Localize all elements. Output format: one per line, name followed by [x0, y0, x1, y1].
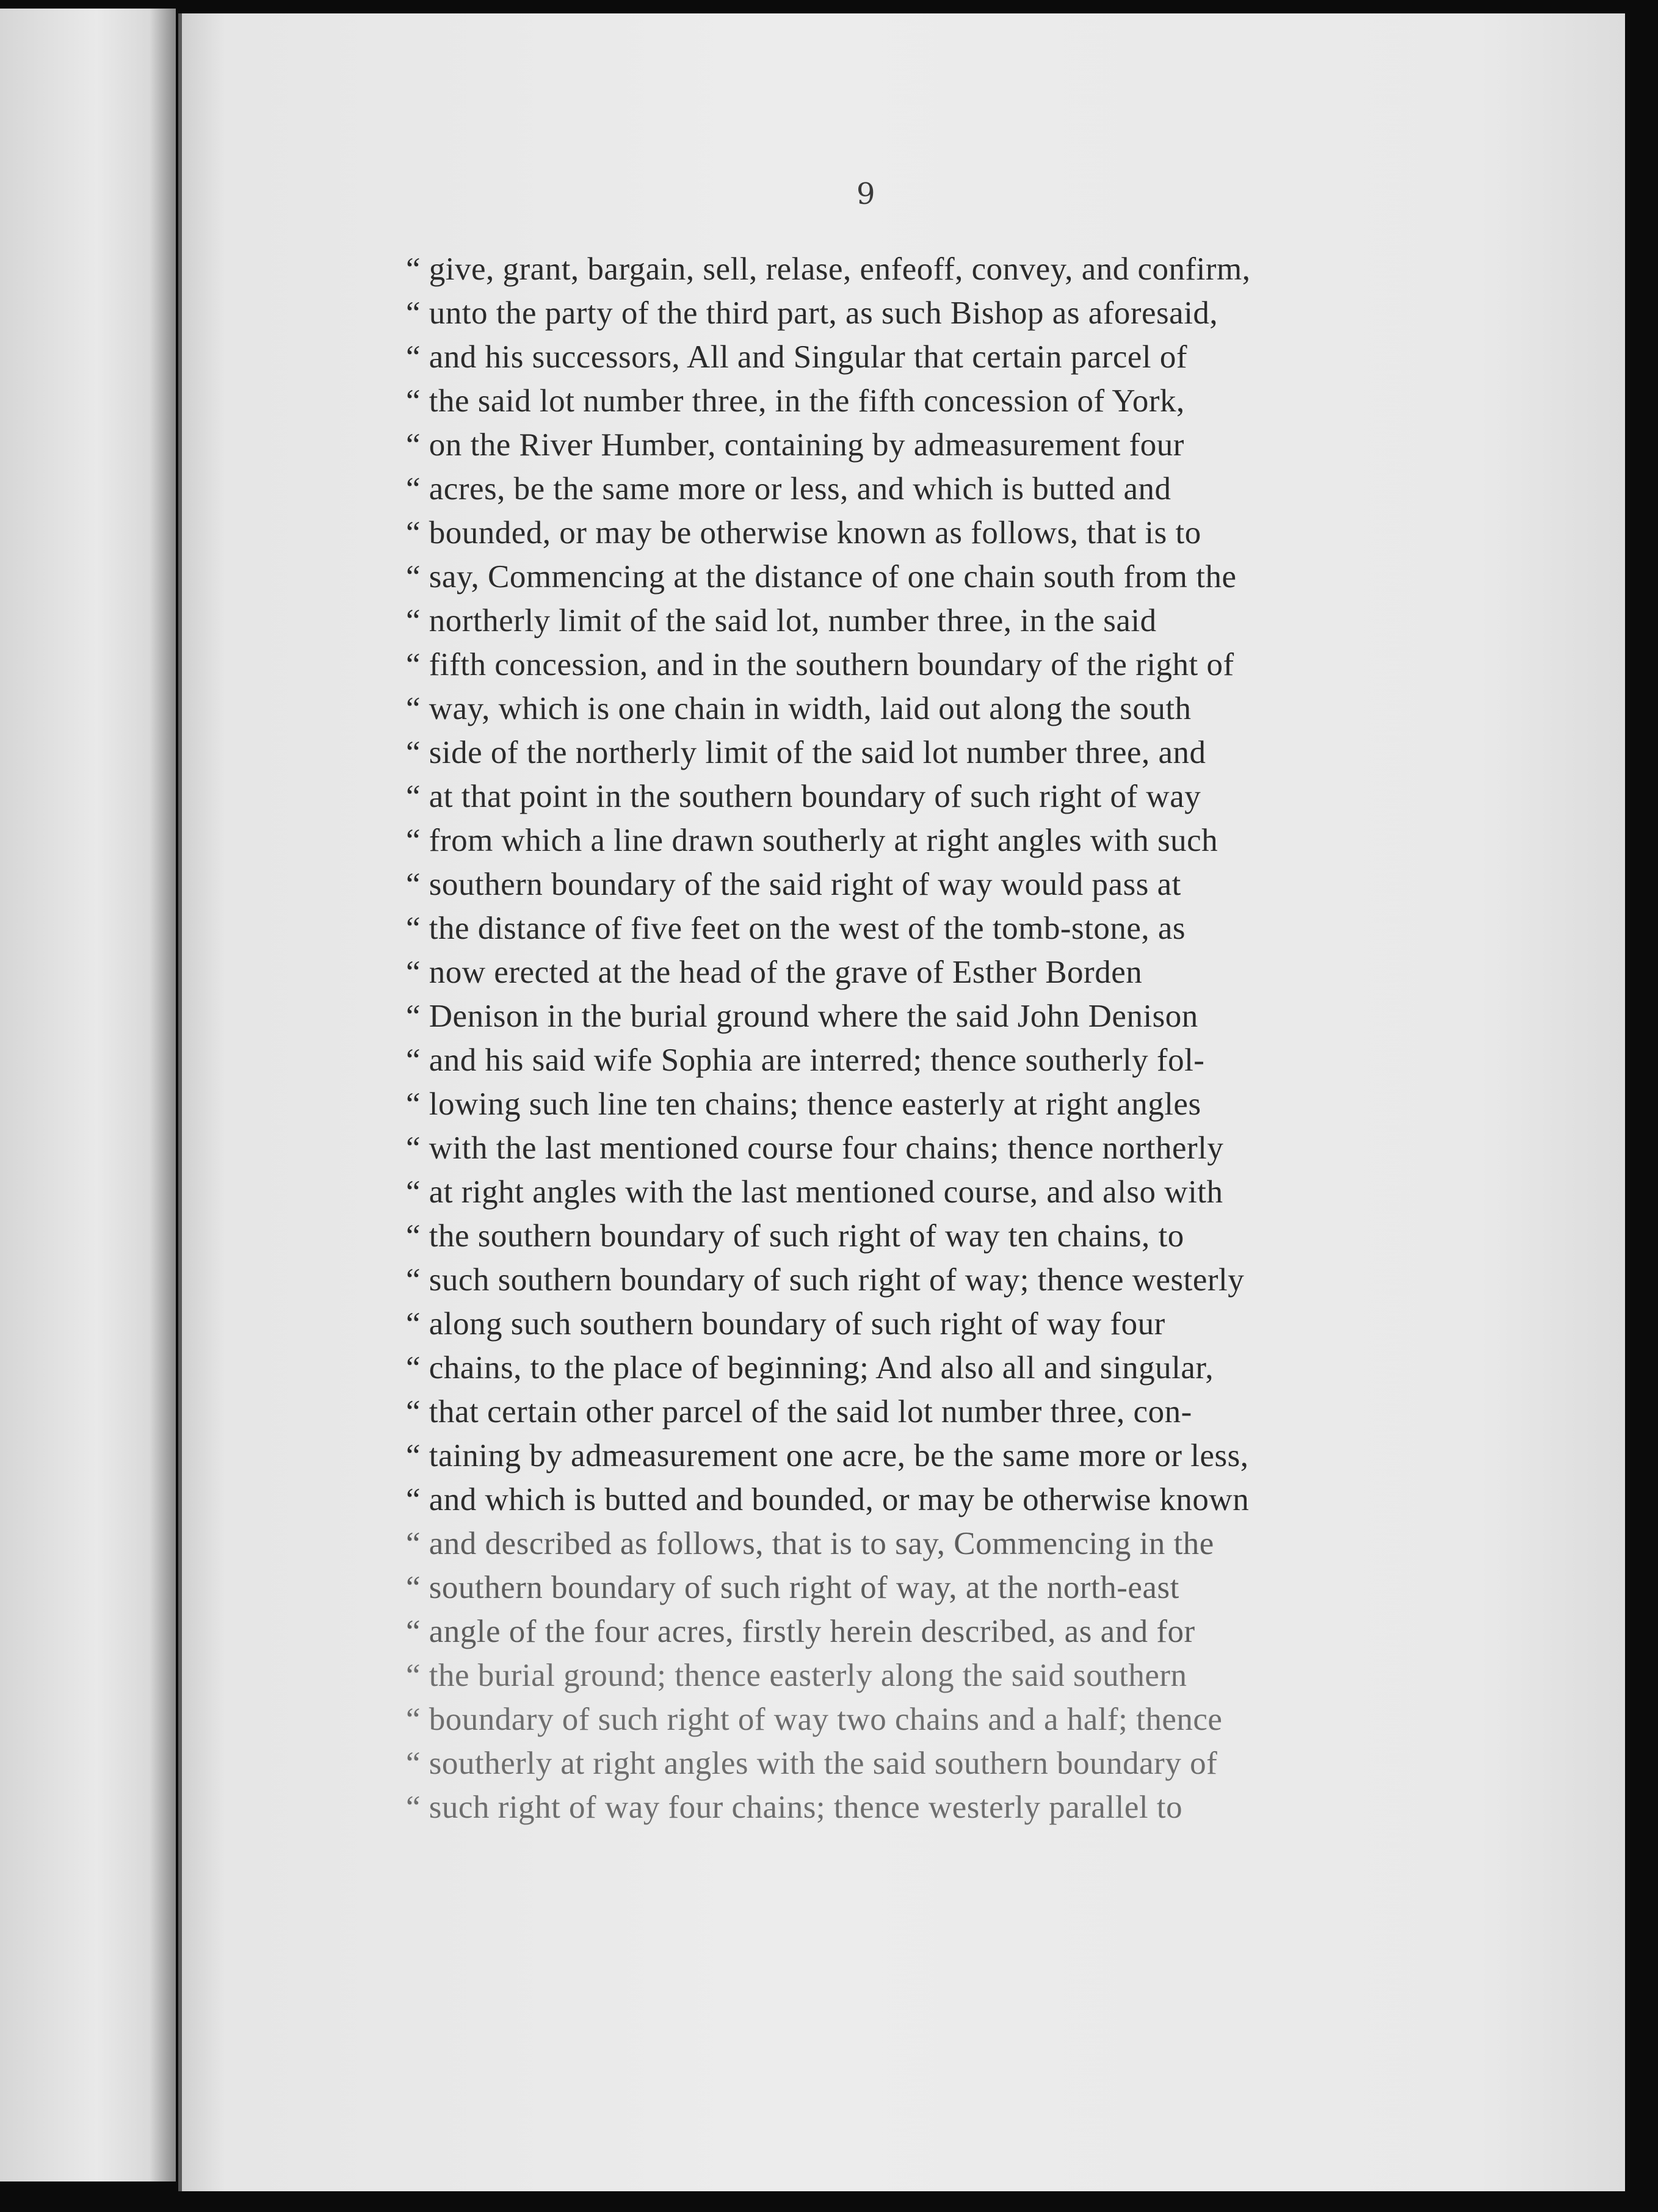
text-line: “ unto the party of the third part, as such Bishop as aforesaid,	[406, 295, 1218, 331]
text-line: “ from which a line drawn southerly at right angles with such	[406, 823, 1218, 858]
text-line: “ side of the northerly limit of the said lot number three, and	[406, 735, 1206, 770]
text-line: “ lowing such line ten chains; thence easterly at right angles	[406, 1086, 1201, 1122]
text-line: “ such right of way four chains; thence westerly parallel to	[406, 1790, 1183, 1825]
text-line: “ boundary of such right of way two chains and a half; thence	[406, 1702, 1223, 1737]
text-line: “ on the River Humber, containing by admeasurement four	[406, 427, 1184, 463]
text-line: “ acres, be the same more or less, and which is butted and	[406, 471, 1171, 507]
text-line: “ the said lot number three, in the fifth concession of York,	[406, 383, 1185, 419]
text-line: “ southern boundary of such right of way, at the north-east	[406, 1570, 1179, 1605]
text-line: “ the distance of five feet on the west of the tomb-stone, as	[406, 911, 1186, 946]
text-line: “ and his said wife Sophia are interred; thence southerly fol-	[406, 1043, 1205, 1078]
text-line: “ the burial ground; thence easterly along the said southern	[406, 1658, 1187, 1693]
text-line: “ at right angles with the last mentioned course, and also with	[406, 1174, 1223, 1210]
text-line: “ and described as follows, that is to say, Commencing in the	[406, 1526, 1214, 1561]
text-line: “ with the last mentioned course four chains; thence northerly	[406, 1130, 1224, 1166]
text-line: “ northerly limit of the said lot, number three, in the said	[406, 603, 1157, 638]
text-line: “ fifth concession, and in the southern boundary of the right of	[406, 647, 1234, 682]
text-line: “ such southern boundary of such right of way; thence westerly	[406, 1262, 1245, 1298]
text-line: “ now erected at the head of the grave of Esther Borden	[406, 955, 1143, 990]
text-line: “ bounded, or may be otherwise known as follows, that is to	[406, 515, 1201, 551]
text-line: “ chains, to the place of beginning; And also all and singular,	[406, 1350, 1214, 1386]
text-line: “ southerly at right angles with the said southern boundary of	[406, 1746, 1218, 1781]
facing-page-edge	[0, 9, 176, 2181]
text-line: “ and which is butted and bounded, or may be otherwise known	[406, 1482, 1250, 1517]
text-line: “ the southern boundary of such right of way ten chains, to	[406, 1218, 1184, 1254]
body-text	[406, 247, 1358, 1829]
page-number: 9	[856, 177, 875, 211]
text-line: “ and his successors, All and Singular that certain parcel of	[406, 339, 1188, 375]
text-line: “ at that point in the southern boundary of such right of way	[406, 779, 1201, 814]
text-line: “ that certain other parcel of the said lot number three, con-	[406, 1394, 1192, 1429]
text-line: “ southern boundary of the said right of way would pass at	[406, 867, 1181, 902]
text-line: “ way, which is one chain in width, laid out along the south	[406, 691, 1192, 726]
text-line: “ along such southern boundary of such right of way four	[406, 1306, 1165, 1342]
scan-bottom-edge	[0, 2191, 1658, 2212]
text-line: “ give, grant, bargain, sell, relase, enfeoff, convey, and confirm,	[406, 251, 1251, 287]
text-line: “ taining by admeasurement one acre, be the same more or less,	[406, 1438, 1249, 1473]
text-line: “ say, Commencing at the distance of one chain south from the	[406, 559, 1237, 595]
text-line: “ Denison in the burial ground where the said John Denison	[406, 999, 1198, 1034]
text-line: “ angle of the four acres, firstly herein described, as and for	[406, 1614, 1195, 1649]
